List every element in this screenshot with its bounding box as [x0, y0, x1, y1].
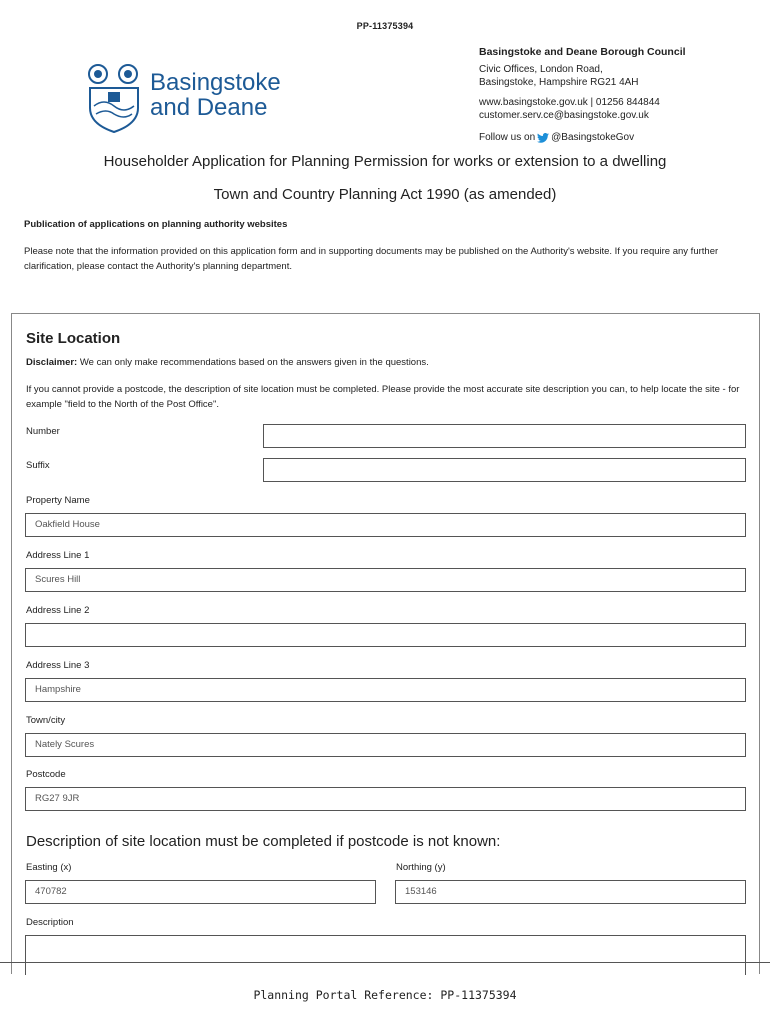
postcode-label: Postcode: [26, 769, 66, 780]
council-contact: [479, 46, 686, 144]
coat-of-arms-icon: [84, 62, 144, 134]
description-field[interactable]: [25, 935, 746, 975]
easting-label: Easting (x): [26, 862, 72, 873]
number-label: Number: [26, 426, 60, 437]
council-name: Basingstoke and Deane Borough Council: [479, 46, 686, 58]
council-logo: [84, 62, 304, 134]
section-title: Site Location: [26, 330, 121, 347]
property-name-field[interactable]: Oakfield House: [25, 513, 746, 537]
address-line-1-field[interactable]: Scures Hill: [25, 568, 746, 592]
town-label: Town/city: [26, 715, 66, 726]
address-line-3-label: Address Line 3: [26, 660, 90, 671]
address-line-2-field[interactable]: [25, 623, 746, 647]
address-line-2-label: Address Line 2: [26, 605, 90, 616]
postcode-field[interactable]: RG27 9JR: [25, 787, 746, 811]
number-field[interactable]: [263, 424, 746, 448]
northing-field[interactable]: 153146: [395, 880, 746, 904]
site-location-help: If you cannot provide a postcode, the description of site location must be completed. Please provide the most accurate site description you can, to help locate the site - for example "field to the North of the Post Office".: [26, 384, 740, 410]
address-line-3-field[interactable]: Hampshire: [25, 678, 746, 702]
council-address-2: Basingstoke, Hampshire RG21 4AH: [479, 77, 639, 88]
address-line-1-label: Address Line 1: [26, 550, 90, 561]
disclaimer: Disclaimer: We can only make recommendations based on the answers given in the questions.: [26, 357, 429, 368]
publication-text: Please note that the information provided on this application form and in supporting documents may be published on the Authority's website. If you require any further clarification, please contact the Authority's planning department.: [24, 246, 719, 272]
description-label: Description: [26, 917, 74, 928]
form-act: Town and Country Planning Act 1990 (as amended): [213, 186, 557, 203]
suffix-label: Suffix: [26, 460, 50, 471]
site-location-section: [11, 313, 760, 974]
page-reference: PP-11375394: [356, 21, 414, 31]
easting-field[interactable]: 470782: [25, 880, 376, 904]
page-divider: [0, 962, 770, 963]
town-field[interactable]: Nately Scures: [25, 733, 746, 757]
footer-reference: Planning Portal Reference: PP-11375394: [253, 988, 517, 1002]
council-address-1: Civic Offices, London Road,: [479, 64, 603, 75]
council-follow: Follow us on @BasingstokeGov: [479, 132, 635, 143]
property-name-label: Property Name: [26, 495, 90, 506]
council-web-phone: www.basingstoke.gov.uk | 01256 844844: [479, 97, 660, 108]
northing-label: Northing (y): [396, 862, 446, 873]
logo-wordmark: Basingstoke and Deane: [150, 69, 281, 121]
description-heading: Description of site location must be completed if postcode is not known:: [26, 833, 501, 850]
council-email: customer.serv.ce@basingstoke.gov.uk: [479, 110, 649, 121]
form-title: Householder Application for Planning Permission for works or extension to a dwelling: [103, 153, 667, 170]
twitter-bird-icon: [537, 133, 549, 143]
publication-heading: Publication of applications on planning authority websites: [24, 219, 288, 230]
suffix-field[interactable]: [263, 458, 746, 482]
